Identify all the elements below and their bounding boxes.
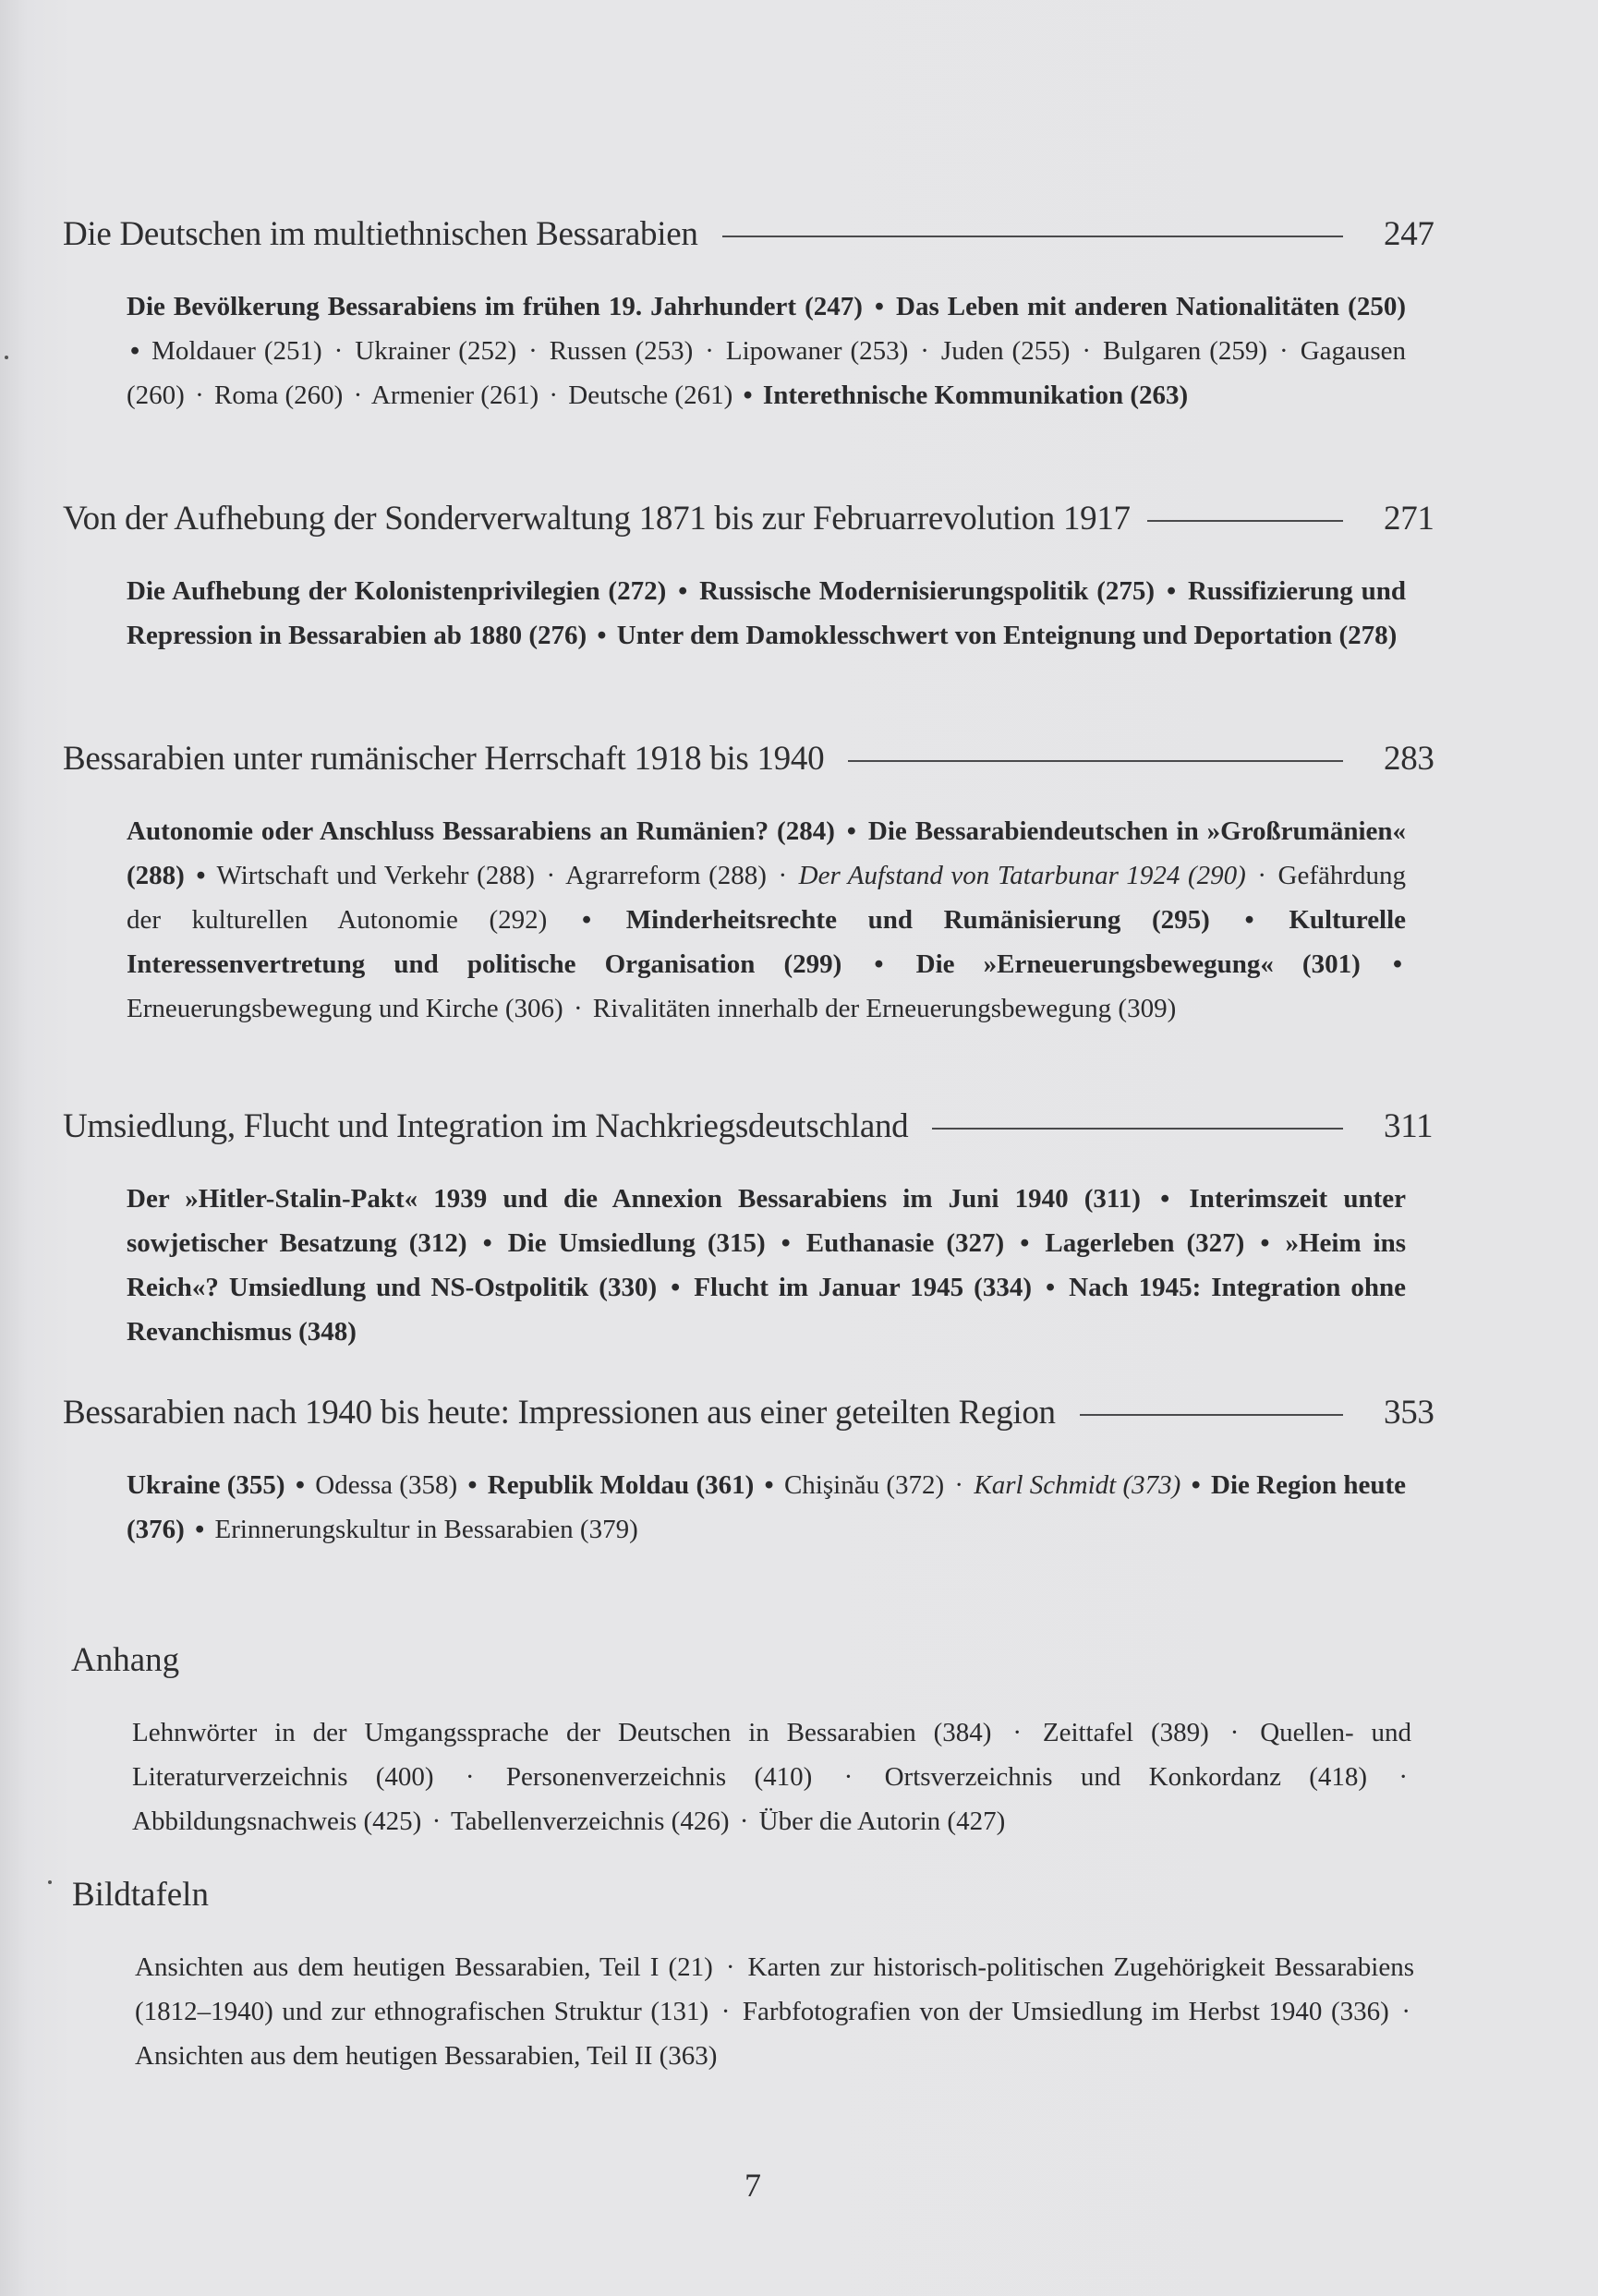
toc-entry[interactable]: Das Leben mit anderen Nationalitäten (250) — [896, 292, 1406, 321]
toc-entry[interactable]: Erneuerungsbewegung und Kirche (306) — [127, 994, 563, 1023]
bullet-separator: • — [1166, 576, 1177, 606]
appendix-section — [71, 1640, 1457, 1843]
chapter-page-number: 271 — [1384, 500, 1435, 538]
chapter-5 — [63, 1393, 1448, 1552]
toc-entry[interactable]: Ansichten aus dem heutigen Bessarabien, Teil II (363) — [135, 2041, 718, 2071]
toc-entry[interactable]: Juden (255) — [940, 336, 1071, 366]
toc-entry[interactable]: Karl Schmidt (373) — [974, 1470, 1181, 1500]
toc-entry[interactable]: Die Umsiedlung (315) — [507, 1228, 766, 1258]
toc-entry[interactable]: Die Region heute (376) — [127, 1470, 1407, 1544]
bullet-separator: · — [546, 861, 556, 890]
toc-entry[interactable]: Odessa (358) — [315, 1470, 458, 1500]
bullet-separator: • — [743, 381, 753, 410]
toc-entry[interactable]: Interimszeit unter sowjetischer Besatzung (312) — [127, 1184, 1406, 1258]
chapter-contents — [127, 809, 1406, 1031]
toc-entry[interactable]: Russifizierung und Repression in Bessarabien ab 1880 (276) — [127, 576, 1407, 650]
paper-speck — [48, 1880, 52, 1884]
bullet-separator: · — [843, 1762, 853, 1792]
bullet-separator: · — [528, 336, 538, 366]
toc-entry[interactable]: Über die Autorin (427) — [758, 1807, 1006, 1836]
toc-entry[interactable]: Erinnerungskultur in Bessarabien (379) — [214, 1515, 638, 1544]
bullet-separator: · — [920, 336, 929, 366]
bullet-separator: · — [1082, 336, 1092, 366]
toc-entry[interactable]: Armenier (261) — [370, 381, 539, 410]
toc-entry[interactable]: Nach 1945: Integration ohne Revanchismus (348) — [127, 1273, 1407, 1347]
plates-section — [72, 1875, 1458, 2078]
bullet-separator: · — [1229, 1718, 1240, 1747]
bullet-separator: · — [573, 994, 583, 1023]
toc-entry[interactable]: Die »Erneuerungsbewegung« (301) — [915, 949, 1361, 979]
toc-entry[interactable]: Gagausen (260) — [127, 336, 1407, 410]
toc-entry[interactable]: Agrarreform (288) — [565, 861, 767, 890]
chapter-title: Umsiedlung, Flucht und Integration im Nachkriegsdeutschland — [63, 1107, 909, 1145]
toc-entry[interactable]: »Heim ins Reich«? Umsiedlung und NS-Ostpolitik (330) — [127, 1228, 1407, 1302]
bullet-separator: · — [778, 861, 788, 890]
bullet-separator: · — [739, 1807, 749, 1836]
toc-entry[interactable]: Moldauer (251) — [151, 336, 322, 366]
bullet-separator: • — [1160, 1184, 1170, 1214]
chapter-heading[interactable] — [63, 214, 1448, 259]
bullet-separator: • — [1191, 1470, 1201, 1500]
bullet-separator: · — [549, 381, 559, 410]
appendix-heading[interactable]: Anhang — [71, 1641, 180, 1679]
chapter-1 — [63, 214, 1448, 417]
bullet-separator: · — [431, 1807, 442, 1836]
chapter-heading[interactable] — [63, 1393, 1448, 1437]
bullet-separator: • — [1020, 1228, 1030, 1258]
toc-entry[interactable]: Rivalitäten innerhalb der Erneuerungsbewegung (309) — [592, 994, 1177, 1023]
bullet-separator: · — [333, 336, 344, 366]
chapter-title: Von der Aufhebung der Sonderverwaltung 1871 bis zur Februarrevolution 1917 — [63, 500, 1131, 538]
toc-entry[interactable]: Euthanasie (327) — [805, 1228, 1005, 1258]
bullet-separator: • — [1260, 1228, 1270, 1258]
chapter-title: Bessarabien unter rumänischer Herrschaft 1918 bis 1940 — [63, 740, 825, 778]
chapter-title: Bessarabien nach 1940 bis heute: Impressionen aus einer geteilten Region — [63, 1394, 1056, 1432]
bullet-separator: · — [1401, 1997, 1410, 2026]
chapter-page-number: 283 — [1384, 740, 1435, 778]
bullet-separator: • — [1244, 905, 1254, 935]
toc-entry[interactable]: Flucht im Januar 1945 (334) — [694, 1273, 1032, 1302]
chapter-contents — [127, 284, 1406, 417]
chapter-title: Die Deutschen im multiethnischen Bessarabien — [63, 215, 698, 253]
toc-entry[interactable]: Farbfotografien von der Umsiedlung im Herbst 1940 (336) — [742, 1997, 1389, 2026]
chapter-heading[interactable] — [63, 739, 1448, 783]
toc-entry[interactable]: Tabellenverzeichnis (426) — [450, 1807, 730, 1836]
bullet-separator: • — [196, 861, 206, 890]
bullet-separator: · — [465, 1762, 475, 1792]
toc-entry[interactable]: Ansichten aus dem heutigen Bessarabien, Teil I (21) — [135, 1952, 713, 1982]
bullet-separator: · — [195, 381, 204, 410]
chapter-contents — [127, 1177, 1406, 1354]
bullet-separator: • — [678, 576, 688, 606]
bullet-separator: • — [764, 1470, 774, 1500]
chapter-page-number: 311 — [1384, 1107, 1434, 1145]
bullet-separator: · — [1012, 1718, 1022, 1747]
leader-line — [1080, 1414, 1343, 1416]
toc-entry[interactable]: Bulgaren (259) — [1102, 336, 1268, 366]
toc-entry[interactable]: Chişinău (372) — [783, 1470, 945, 1500]
toc-entry[interactable]: Unter dem Damoklesschwert von Enteignung und Deportation (278) — [616, 621, 1398, 650]
toc-entry[interactable]: Der »Hitler-Stalin-Pakt« 1939 und die Annexion Bessarabiens im Juni 1940 (311) — [127, 1184, 1141, 1214]
chapter-contents — [127, 1463, 1406, 1552]
bullet-separator: · — [720, 1997, 731, 2026]
bullet-separator: · — [353, 381, 363, 410]
bullet-separator: · — [725, 1952, 735, 1982]
bullet-separator: • — [874, 949, 884, 979]
plates-heading[interactable]: Bildtafeln — [72, 1876, 209, 1914]
toc-entry[interactable]: Karten zur historisch-politischen Zugehörigkeit Bessarabiens (1812–1940) und zur ethnografischen Struktur (131) — [135, 1952, 1414, 2026]
chapter-heading[interactable] — [63, 1106, 1448, 1151]
bullet-separator: • — [846, 816, 856, 846]
bullet-separator: · — [954, 1470, 964, 1500]
chapter-2 — [63, 499, 1448, 658]
toc-entry[interactable]: Der Aufstand von Tatarbunar 1924 (290) — [798, 861, 1246, 890]
chapter-page-number: 353 — [1384, 1394, 1435, 1432]
bullet-separator: · — [1279, 336, 1289, 366]
bullet-separator: • — [1045, 1273, 1056, 1302]
bullet-separator: • — [482, 1228, 492, 1258]
toc-entry[interactable]: Die Bessarabiendeutschen in »Großrumänien« (288) — [127, 816, 1407, 890]
appendix-contents — [132, 1710, 1411, 1843]
toc-entry[interactable]: Wirtschaft und Verkehr (288) — [216, 861, 535, 890]
chapter-heading[interactable] — [63, 499, 1448, 543]
toc-entry[interactable]: Ukrainer (252) — [355, 336, 517, 366]
bullet-separator: · — [1398, 1762, 1409, 1792]
bullet-separator: • — [874, 292, 885, 321]
toc-entry[interactable]: Lipowaner (253) — [725, 336, 909, 366]
toc-entry[interactable]: Russen (253) — [549, 336, 694, 366]
bullet-separator: • — [467, 1470, 478, 1500]
toc-entry[interactable]: Interethnische Kommunikation (263) — [762, 381, 1189, 410]
chapter-contents — [127, 569, 1406, 658]
plates-contents — [135, 1945, 1414, 2078]
toc-entry[interactable]: Autonomie oder Anschluss Bessarabiens an Rumänien? (284) — [127, 816, 835, 846]
page-number: 7 — [745, 2167, 761, 2204]
leader-line — [848, 760, 1343, 762]
toc-entry[interactable]: Kulturelle Interessenvertretung und politische Organisation (299) — [127, 905, 1407, 979]
leader-line — [1147, 520, 1343, 522]
toc-entry[interactable]: Ukraine (355) — [127, 1470, 285, 1500]
bullet-separator: · — [1257, 861, 1266, 890]
paper-speck — [5, 356, 8, 359]
toc-entry[interactable]: Zeittafel (389) — [1042, 1718, 1209, 1747]
toc-entry[interactable]: Die Aufhebung der Kolonistenprivilegien (272) — [127, 576, 667, 606]
toc-entry[interactable]: Lehnwörter in der Umgangssprache der Deutschen in Bessarabien (384) — [132, 1718, 992, 1747]
chapter-4 — [63, 1106, 1448, 1354]
toc-entry[interactable]: Lagerleben (327) — [1045, 1228, 1245, 1258]
toc-entry[interactable]: Personenverzeichnis (410) — [505, 1762, 813, 1792]
bullet-separator: · — [705, 336, 714, 366]
toc-entry[interactable]: Republik Moldau (361) — [487, 1470, 755, 1500]
toc-entry[interactable]: Deutsche (261) — [568, 381, 733, 410]
chapter-3 — [63, 739, 1448, 1031]
bullet-separator: • — [295, 1470, 305, 1500]
toc-entry[interactable]: Abbildungsnachweis (425) — [132, 1807, 422, 1836]
bullet-separator: • — [671, 1273, 681, 1302]
toc-entry[interactable]: Minderheitsrechte und Rumänisierung (295) — [625, 905, 1210, 935]
chapter-page-number: 247 — [1384, 215, 1435, 253]
bullet-separator: • — [1392, 949, 1403, 979]
bullet-separator: • — [581, 905, 592, 935]
bullet-separator: • — [781, 1228, 791, 1258]
toc-entry[interactable]: Ortsverzeichnis und Konkordanz (418) — [884, 1762, 1368, 1792]
bullet-separator: • — [597, 621, 607, 650]
toc-entry[interactable]: Die Bevölkerung Bessarabiens im frühen 19. Jahrhundert (247) — [127, 292, 863, 321]
toc-entry[interactable]: Russische Modernisierungspolitik (275) — [699, 576, 1156, 606]
bullet-separator: • — [195, 1515, 205, 1544]
toc-entry[interactable]: Gefährdung der kulturellen Autonomie (292) — [127, 861, 1407, 935]
bullet-separator: • — [130, 336, 140, 366]
toc-entry[interactable]: Quellen- und Literaturverzeichnis (400) — [132, 1718, 1412, 1792]
toc-entry[interactable]: Roma (260) — [214, 381, 344, 410]
leader-line — [722, 236, 1343, 237]
leader-line — [932, 1128, 1343, 1130]
